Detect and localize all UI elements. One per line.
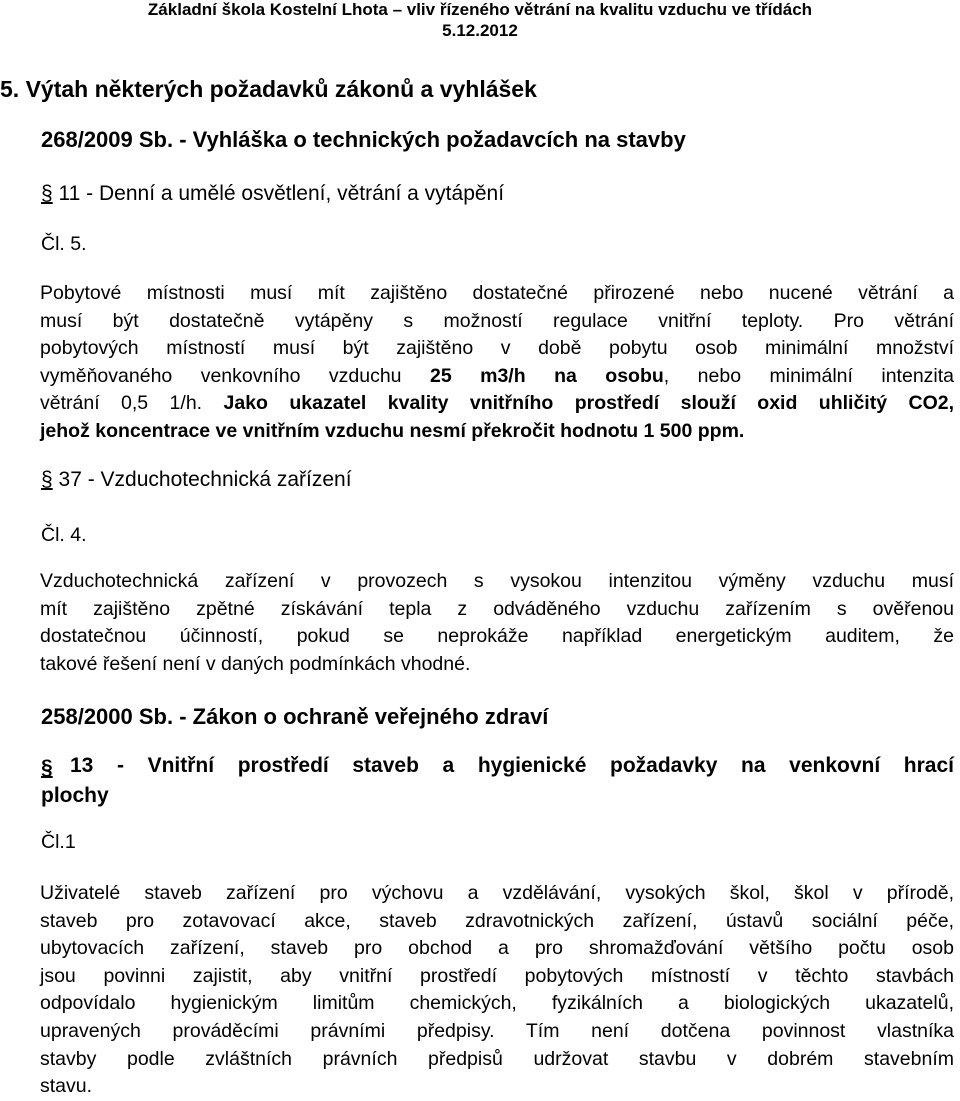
body-line: ubytovacích zařízení, staveb pro obchod a pro shromažďování většího počtu osob: [40, 937, 954, 960]
paragraph-37-title: 37 - Vzduchotechnická zařízení: [58, 468, 352, 491]
body-text: vyměňovaného venkovního vzduchu: [40, 364, 430, 387]
body-line-mixed: [40, 363, 954, 391]
body-line: stavby podle zvláštních právních předpisů udržovat stavbu v dobrém stavebním: [40, 1047, 954, 1070]
law-title-text: 258/2000 Sb. - Zákon o ochraně veřejného zdraví: [41, 704, 549, 729]
co2-limit: jehož koncentrace ve vnitřním vzduchu nesmí překročit hodnotu 1 500 ppm.: [40, 419, 745, 442]
law-title-268-2009: 268/2009 Sb. - Vyhláška o technických požadavcích na stavby: [41, 127, 686, 152]
body-line: takové řešení není v daných podmínkách vhodné.: [40, 652, 471, 675]
body-line: pobytových místností musí být zajištěno v době pobytu osob minimální množství: [40, 337, 954, 360]
body-text: větrání 0,5 1/h.: [40, 392, 224, 415]
paragraph-13-body: [40, 880, 954, 1101]
body-line: upravených prováděcími právními předpisy. Tím není dotčena povinnost vlastníka: [40, 1019, 954, 1042]
body-line: Uživatelé staveb zařízení pro výchovu a vzdělávání, vysokých škol, škol v přírodě,: [40, 882, 954, 904]
header-title: Základní škola Kostelní Lhota – vliv řízeného větrání na kvalitu vzduchu ve třídách: [147, 0, 813, 19]
body-line-bold: [40, 418, 954, 446]
body-line: jsou povinni zajistit, aby vnitřní prostředí pobytových místností v těchto stavbách: [40, 964, 954, 987]
paragraph-11-body: [40, 280, 954, 446]
paragraph-37-heading: [41, 468, 352, 492]
paragraph-11-heading: [41, 182, 504, 206]
body-line: odpovídalo hygienickým limitům chemických, fyzikálních a biologických ukazatelů,: [40, 992, 954, 1015]
body-text: , nebo minimální intenzita: [663, 364, 955, 387]
body-line: musí být dostatečně vytápěny s možností regulace vnitřní teploty. Pro větrání: [40, 309, 954, 332]
header-date: 5.12.2012: [442, 21, 518, 40]
body-line: stavu.: [40, 1075, 93, 1098]
section-heading: 5. Výtah některých požadavků zákonů a vyhlášek: [0, 76, 537, 102]
article-4-label: Čl. 4.: [41, 524, 87, 546]
body-line: mít zajištěno zpětné získávání tepla z odváděného vzduchu zařízením s ověřenou: [40, 597, 954, 620]
paragraph-11-title: 11 - Denní a umělé osvětlení, větrání a vytápění: [58, 182, 505, 205]
paragraph-13-title-line2: plochy: [41, 784, 109, 807]
body-line: Pobytové místnosti musí mít zajištěno dostatečné přirozené nebo nucené větrání a: [40, 282, 954, 304]
body-line: dostatečnou účinností, pokud se neprokáže například energetickým auditem, že: [40, 625, 954, 648]
section-mark: §: [41, 756, 53, 779]
airflow-requirement: 25 m3/h na osobu: [429, 364, 664, 387]
section-mark: §: [41, 182, 53, 205]
paragraph-13-heading: [41, 756, 53, 780]
body-line-mixed: [40, 390, 954, 418]
body-line: Vzduchotechnická zařízení v provozech s vysokou intenzitou výměny vzduchu musí: [40, 570, 954, 592]
co2-requirement: Jako ukazatel kvality vnitřního prostředí slouží oxid uhličitý CO2,: [223, 392, 954, 415]
article-5-label: Čl. 5.: [41, 233, 87, 255]
article-1-label: Čl.1: [41, 831, 76, 853]
law-title-258-2000: [41, 704, 548, 730]
paragraph-13-title-line1: 13 - Vnitřní prostředí staveb a hygienické požadavky na venkovní hrací: [70, 754, 954, 777]
paragraph-37-body: [40, 568, 954, 678]
body-line: staveb pro zotavovací akce, staveb zdravotnických zařízení, ústavů sociální péče,: [40, 909, 954, 932]
section-mark: §: [41, 468, 53, 491]
